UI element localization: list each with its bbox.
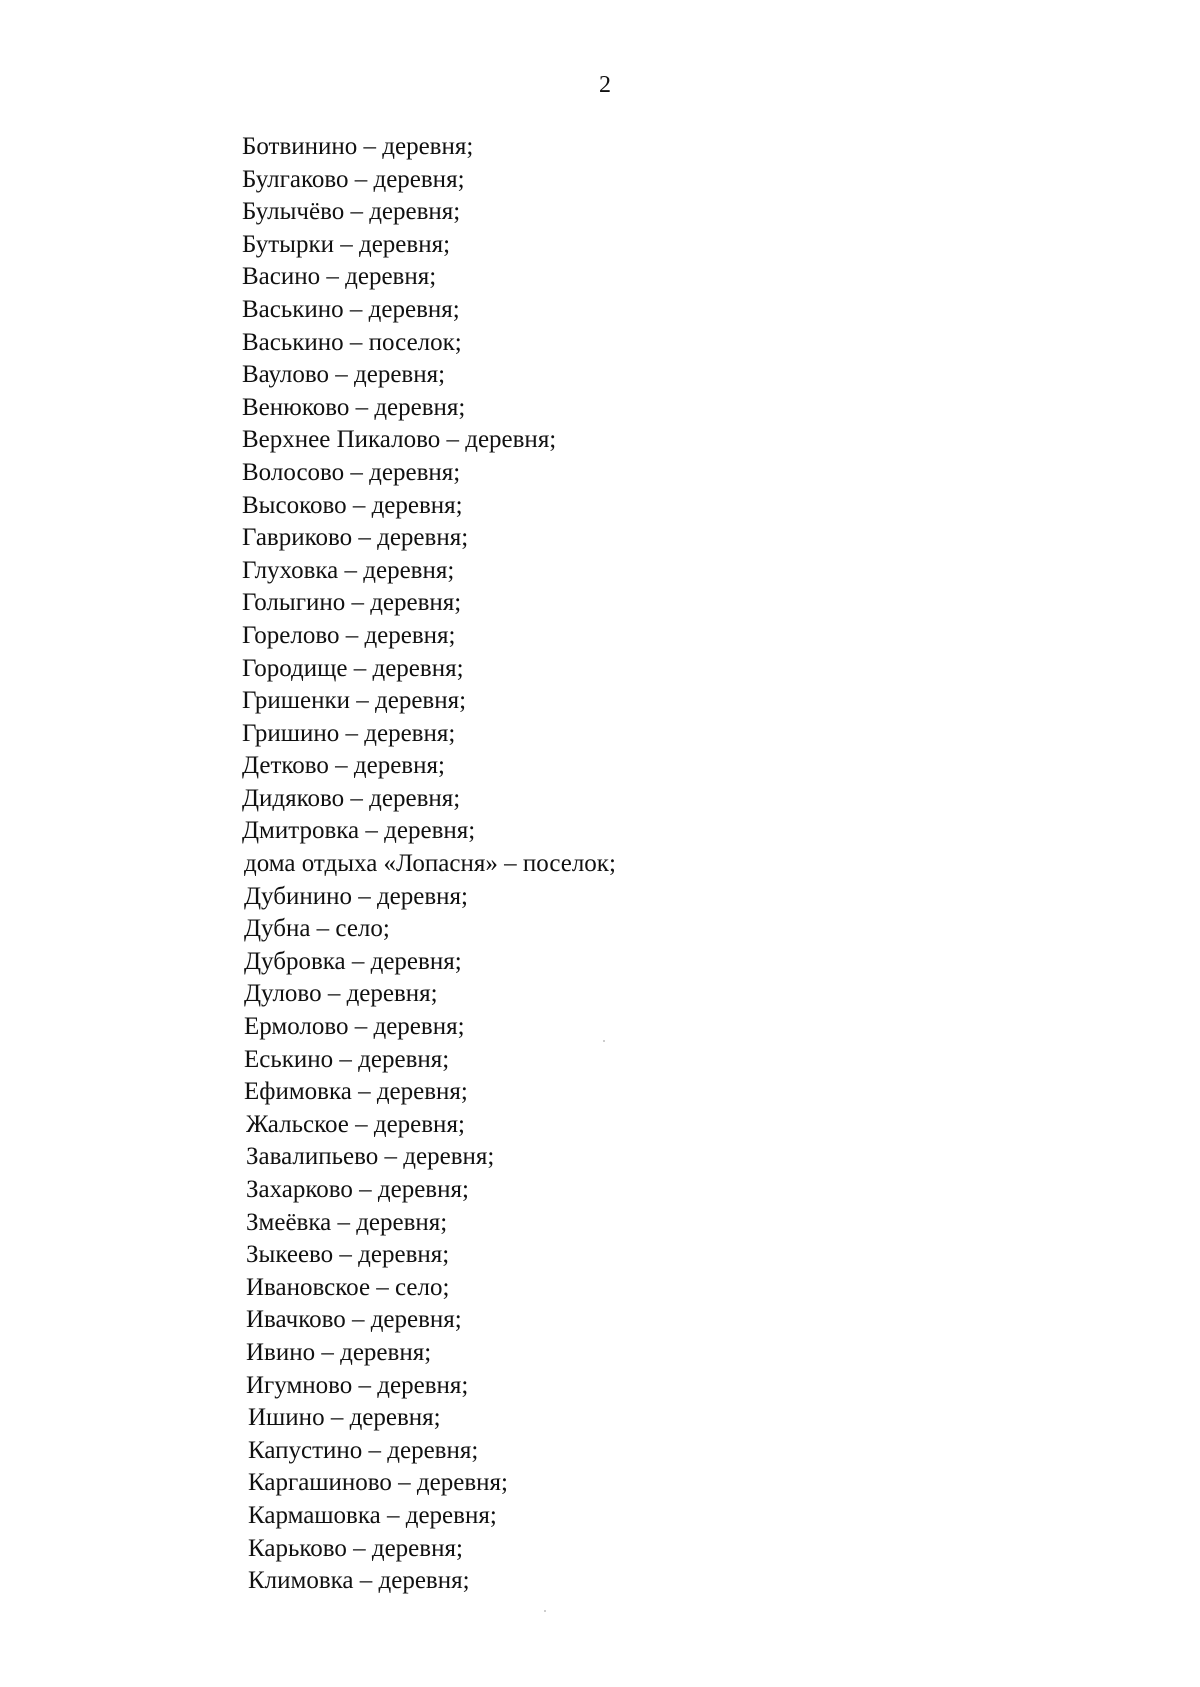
settlement-item: Волосово – деревня;: [242, 458, 461, 486]
settlement-item: Климовка – деревня;: [248, 1567, 470, 1595]
settlement-item: Высоково – деревня;: [242, 491, 463, 519]
settlement-item: Булгаково – деревня;: [242, 165, 465, 193]
settlement-item: Дулово – деревня;: [244, 980, 438, 1008]
settlement-item: Игумново – деревня;: [246, 1371, 469, 1399]
settlement-item: Васино – деревня;: [242, 263, 437, 291]
settlement-item: Булычёво – деревня;: [242, 198, 461, 226]
settlement-item: Городище – деревня;: [242, 654, 464, 682]
settlement-item: Ермолово – деревня;: [244, 1013, 465, 1041]
settlement-item: Голыгино – деревня;: [242, 589, 462, 617]
settlement-item: Верхнее Пикалово – деревня;: [242, 426, 557, 454]
settlement-item: Бутырки – деревня;: [242, 230, 451, 258]
settlement-item: Захарково – деревня;: [246, 1176, 469, 1203]
settlement-item: Ботвинино – деревня;: [242, 133, 474, 160]
settlement-item: Жальское – деревня;: [246, 1110, 465, 1138]
settlement-item: Дубинино – деревня;: [244, 882, 468, 910]
settlement-item: Детково – деревня;: [242, 752, 445, 780]
settlement-item: Еськино – деревня;: [244, 1045, 450, 1073]
settlement-item: Ишино – деревня;: [248, 1404, 441, 1432]
settlement-item: Горелово – деревня;: [242, 621, 456, 649]
settlement-item: Гришенки – деревня;: [242, 687, 467, 715]
settlement-item: Ваулово – деревня;: [242, 361, 446, 389]
settlement-item: Кармашовка – деревня;: [248, 1501, 497, 1529]
scan-speck: [544, 1610, 546, 1612]
settlement-item: Ивино – деревня;: [246, 1338, 432, 1366]
settlement-item: Гавриково – деревня;: [242, 524, 469, 552]
scan-speck: [603, 1040, 605, 1042]
settlement-item: Ефимовка – деревня;: [244, 1078, 468, 1106]
settlement-item: Зыкеево – деревня;: [246, 1241, 450, 1269]
settlement-item: Завалипьево – деревня;: [246, 1143, 495, 1171]
settlement-item: Венюково – деревня;: [242, 393, 466, 421]
settlement-item: Глуховка – деревня;: [242, 556, 455, 584]
settlement-item: Змеёвка – деревня;: [246, 1208, 448, 1236]
settlement-item: Капустино – деревня;: [248, 1436, 479, 1464]
settlement-item: дома отдыха «Лопасня» – поселок;: [244, 850, 616, 878]
settlement-item: Дмитровка – деревня;: [242, 817, 476, 845]
settlement-item: Дубровка – деревня;: [244, 947, 462, 975]
settlement-item: Гришино – деревня;: [242, 719, 456, 747]
settlement-item: Ивачково – деревня;: [246, 1306, 462, 1334]
settlement-item: Дидяково – деревня;: [242, 784, 461, 812]
settlement-item: Каргашиново – деревня;: [248, 1469, 508, 1497]
page-number: 2: [599, 72, 611, 98]
settlement-item: Ивановское – село;: [246, 1273, 450, 1301]
settlement-list: [242, 131, 616, 1598]
settlement-item: Васькино – деревня;: [242, 295, 460, 323]
settlement-item: Васькино – поселок;: [242, 328, 462, 356]
settlement-item: Карьково – деревня;: [248, 1534, 463, 1562]
settlement-item: Дубна – село;: [244, 915, 390, 943]
